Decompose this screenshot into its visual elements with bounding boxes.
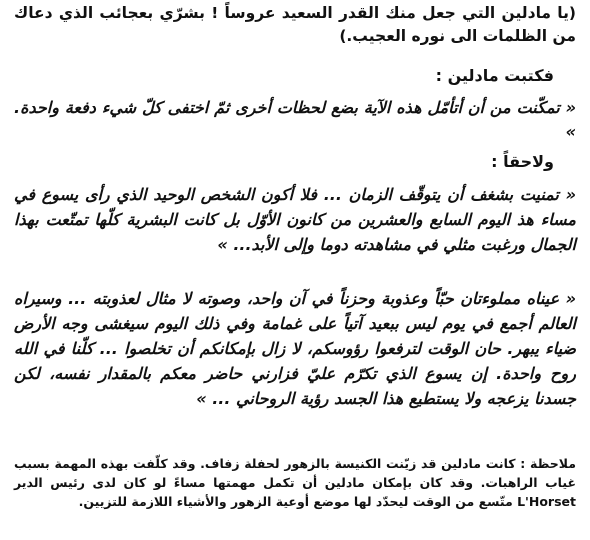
footnote: ملاحظة : كانت مادلين قد زيّنت الكنيسة بالزهور لحفلة زفاف. وقد كلّفت بهذه المهمة بسبب غياب الراهبات. وقد كان بإمكان مادلين أن تكمل مهمتها مساءً لو كان لدى رئيس الدير L'Horset متّسع من الوقت ليحدّد لها موضع أوعية الزهور والأشياء اللازمة للتزيين. [14, 456, 576, 509]
quote-second: « تمنيت بشغف أن يتوقّف الزمان ... فلا أكون الشخص الوحيد الذي رأى يسوع في مساء هذ اليوم السابع والعشرين من كانون الأوّل بل كانت البشرية كلّها تمتّعت بهذا الجمال ورغبت مثلي في مشاهدته دوما وإلى الأبد... » [14, 185, 576, 254]
intro-paragraph: (يا مادلين التي جعل منك القدر السعيد عروساً ! بشرّي بعجائب الذي دعاك من الظلمات الى نوره العجيب.) [14, 4, 576, 45]
label-madeleine-wrote: فكتبت مادلين : [435, 66, 554, 85]
quote-first: « تمكّنت من أن أتأمّل هذه الآية بضع لحظات أخرى ثمّ اختفى كلّ شيء دفعة واحدة. » [14, 98, 576, 141]
label-later: ولاحقاً : [491, 152, 554, 171]
quote-third: « عيناه مملوءتان حبّاً وعذوبة وحزناً في آن واحد، وصوته لا مثال لعذوبته ... وسيراه العالم أجمع في يوم ليس ببعيد آتياً على غمامة وفي ذلك اليوم سيغشى وجه الأرض ضياء يبهر. حان الوقت لترفعوا رؤوسكم، لا زال بإمكانكم أن تخلصوا ... كلّنا في الله روح واحدة. إن يسوع الذي تكرّم عليّ فزارني حاضر معكم بالمقدار نفسه، لكن جسدنا يزعجه ولا يستطيع هذا الجسد رؤية الروحاني ... » [14, 289, 576, 408]
